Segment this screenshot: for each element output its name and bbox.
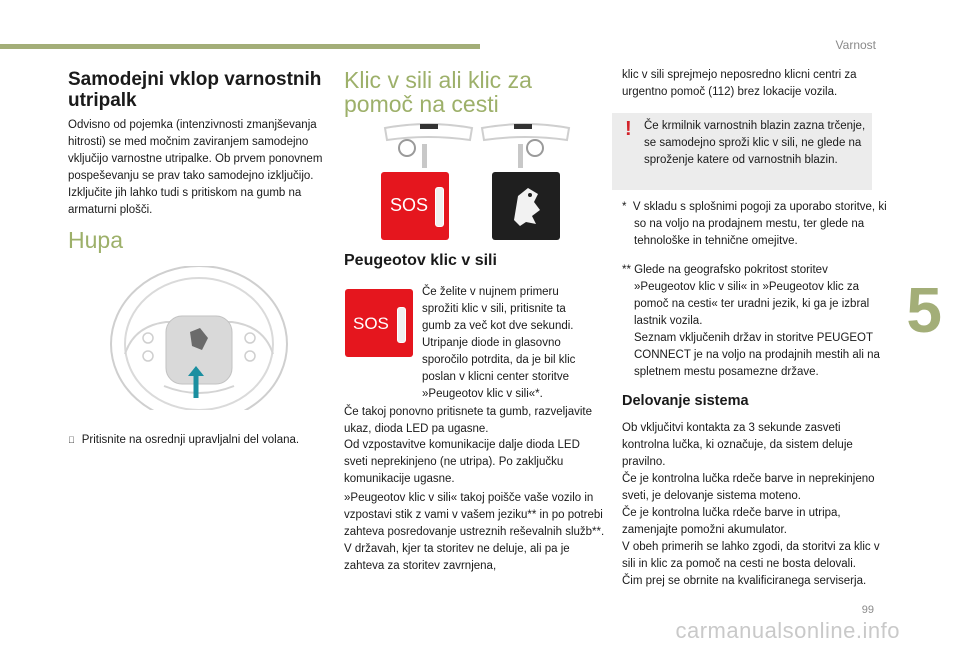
cancel-call-text: Če takoj ponovno pritisnete ta gumb, razveljavite ukaz, dioda LED pa ugasne. <box>344 406 593 435</box>
horn-instruction: Pritisnite na osrednji upravljalni del volana. <box>75 434 293 446</box>
led-status-text: Od vzpostavitve komunikacije dalje dioda LED sveti neprekinjeno (ne utripa). Po zaključku komunikacije ugasne. <box>344 439 580 485</box>
assistance-button-image <box>492 172 560 240</box>
rear-view-mirror-illustration-left <box>380 120 476 170</box>
sos-label: SOS <box>390 195 429 215</box>
peugeot-lion-icon <box>492 172 560 240</box>
title-emergency-call: Klic v sili ali klic za pomoč na cesti <box>344 67 532 117</box>
footnote-1: * V skladu s splošnimi pogoji za uporabo storitve, ki so na voljo na prodajnem mestu, ter glede na tehnološke in tehnične omejitve. <box>622 201 887 247</box>
section-label: Varnost <box>835 38 876 52</box>
chapter-number: 5 <box>906 274 942 346</box>
horn-bullet <box>68 432 338 449</box>
bullet-marker <box>68 435 75 445</box>
warning-icon: ! <box>625 118 632 140</box>
title-peugeot-emergency-call: Peugeotov klic v sili <box>344 252 497 269</box>
title-hazard-lights: Samodejni vklop varnostnih utripalk <box>68 69 322 111</box>
footnote-2 <box>622 262 882 381</box>
rear-view-mirror-illustration-right <box>478 120 574 170</box>
footnote-2-coverage: ** Glede na geografsko pokritost storitev »Peugeotov klic v sili« in »Peugeotov klic za pomoč na cesti« ter uradni jezik, ki ga je izbral lastnik vozila. <box>622 264 870 327</box>
sos-button-small-image <box>345 289 413 357</box>
footnote-2-countries: Seznam vključenih držav in storitve PEUGEOT CONNECT je na voljo na prodajnih mestih ali na spletnem mestu posamezne države. <box>634 332 880 378</box>
watermark: carmanualsonline.info <box>675 618 900 643</box>
top-accent-bar <box>0 44 480 49</box>
system-operation-text: Ob vključitvi kontakta za 3 sekunde zasveti kontrolna lučka, ki označuje, da sistem deluje pravilno. Če je kontrolna lučka rdeče barve in neprekinjeno sveti, je delovanje sistema moteno. Če je kontrolna lučka rdeče barve in utripa, zamenjajte pomožni akumulator. V obeh primerih se lahko zgodi, da storitvi za klic v sili in klic za pomoč na cesti ne bosta delovali. Čim prej se obrnite na kvalificiranega serviserja. <box>622 422 880 587</box>
title-horn: Hupa <box>68 227 123 253</box>
sos-label-small: SOS <box>353 314 389 333</box>
hazard-lights-text: Odvisno od pojemka (intenzivnosti zmanjševanja hitrosti) se med močnim zaviranjem samodejno vključijo varnostne utripalke. Ob prvem ponovnem pospeševanju se prav tako samodejno izključijo. Izključite jih lahko tudi s pritiskom na gumb na armaturni plošči. <box>68 119 323 216</box>
locate-vehicle-text: »Peugeotov klic v sili« takoj poišče vaše vozilo in vzpostavi stik z vami v vašem jeziku** in po potrebi zahteva posredovanje ustreznih reševalnih služb**. V državah, kjer ta storitev ne deluje, ali pa je zahteva za storitev zavrnjena, <box>344 492 605 572</box>
peugeot-call-text: Če želite v nujnem primeru sprožiti klic v sili, pritisnite ta gumb za več kot dve sekundi. Utripanje diode in glasovno sporočilo potrdita, da je bil klic poslan v klicni center storitve »Peugeotov klic v sili«*. <box>422 286 576 400</box>
title-system-operation: Delovanje sistema <box>622 393 749 409</box>
warning-text: Če krmilnik varnostnih blazin zazna trčenje, se samodejno sproži klic v sili, ne glede na sproženje katere od varnostnih blazin. <box>644 120 866 166</box>
steering-wheel-horn-illustration <box>104 266 294 410</box>
page-number: 99 <box>861 604 874 616</box>
sos-button-image <box>381 172 449 240</box>
emergency-center-text: klic v sili sprejmejo neposredno klicni centri za urgentno pomoč (112) brez lokacije vozila. <box>622 69 857 98</box>
